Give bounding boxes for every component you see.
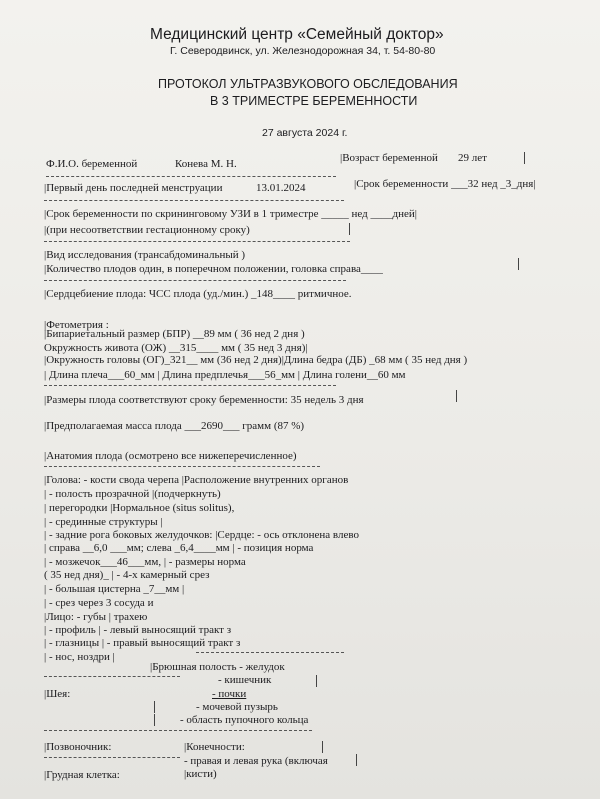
bpd-measurement: |Бипариетальный размер (БПР) __89 мм ( 36 нед 2 дня ) <box>44 328 305 340</box>
anatomy-row: |кисти) <box>184 768 217 780</box>
anatomy-row: | - срединные структуры | <box>44 516 163 528</box>
limb-measurements: | Длина плеча___60_мм | Длина предплечья___56_мм | Длина голени__60 мм <box>44 369 406 381</box>
divider-line <box>46 176 336 177</box>
lmp-label: |Первый день последней менструации <box>44 182 223 194</box>
anatomy-title: |Анатомия плода (осмотрено все нижеперечисленное) <box>44 450 297 462</box>
anatomy-row: - область пупочного кольца <box>180 714 309 726</box>
anatomy-row: | - полость прозрачной |(подчеркнуть) <box>44 488 221 500</box>
anatomy-row: | - глазницы | - правый выносящий тракт з <box>44 637 241 649</box>
clinic-name: Медицинский центр «Семейный доктор» <box>150 26 444 43</box>
patient-age-value: 29 лет <box>458 152 487 164</box>
anatomy-row: - кишечник <box>218 674 272 686</box>
anatomy-row: |Шея: <box>44 688 71 700</box>
patient-age-label: |Возраст беременной <box>340 152 438 164</box>
size-correspondence: |Размеры плода соответствуют сроку беременности: 35 недель 3 дня <box>44 394 364 406</box>
patient-name-value: Конева М. Н. <box>175 158 237 170</box>
anatomy-row: | перегородки |Нормальное (situs solitus), <box>44 502 235 514</box>
patient-name-label: Ф.И.О. беременной <box>46 158 138 170</box>
anatomy-row: |Голова: - кости свода черепа |Расположение внутренних органов <box>44 474 349 486</box>
divider-line <box>44 757 180 758</box>
table-border <box>356 754 357 766</box>
anatomy-row: |Позвоночник: <box>44 741 112 753</box>
clinic-address: Г. Северодвинск, ул. Железнодорожная 34, т. 54-80-80 <box>170 45 436 57</box>
divider-line <box>44 385 336 386</box>
divider-line <box>44 730 312 731</box>
divider-line <box>44 280 346 281</box>
ac-measurement: Окружность живота (ОЖ) __315____ мм ( 35 нед 3 дня)| <box>44 342 308 354</box>
fetal-heartbeat: |Сердцебиение плода: ЧСС плода (уд./мин.) _148____ ритмичное. <box>44 288 352 300</box>
table-border <box>349 223 350 235</box>
lmp-value: 13.01.2024 <box>256 182 306 194</box>
anatomy-row: | - срез через 3 сосуда и <box>44 597 154 609</box>
anatomy-row: |Грудная клетка: <box>44 769 120 781</box>
anatomy-row: - правая и левая рука (включая <box>184 755 328 767</box>
gestational-age: |Срок беременности ___32 нед _3_дня| <box>354 178 536 190</box>
anatomy-row: | справа __6,0 ___мм; слева _6,4____мм | - позиция норма <box>44 542 314 554</box>
table-border <box>316 675 317 687</box>
divider-line <box>44 200 344 201</box>
anatomy-row: |Лицо: - губы | трахею <box>44 611 148 623</box>
anatomy-row: |Конечности: <box>184 741 245 753</box>
screening-note: |(при несоответствии гестационному сроку) <box>44 224 250 236</box>
divider-line <box>196 652 344 653</box>
anatomy-row: | - мозжечок___46___мм, | - размеры норма <box>44 556 246 568</box>
anatomy-row: | - задние рога боковых желудочков: |Сердце: - ось отклонена влево <box>44 529 359 541</box>
anatomy-row: ( 35 нед дня)_ | - 4-х камерный срез <box>44 569 210 581</box>
table-border <box>154 714 155 726</box>
fetus-count: |Количество плодов один, в поперечном положении, головка справа____ <box>44 263 383 275</box>
anatomy-row: | - профиль | - левый выносящий тракт з <box>44 624 232 636</box>
estimated-weight: |Предполагаемая масса плода ___2690___ грамм (87 %) <box>44 420 305 432</box>
exam-type: |Вид исследования (трансабдоминальный ) <box>44 249 246 261</box>
screening-age: |Срок беременности по скрининговому УЗИ в 1 триместре _____ нед ____дней| <box>44 208 417 220</box>
anatomy-row: |Брюшная полость - желудок <box>150 661 285 673</box>
hc-fl-measurement: |Окружность головы (ОГ)_321__ мм (36 нед 2 дня)|Длина бедра (ДБ) _68 мм ( 35 нед дня ) <box>44 354 468 366</box>
protocol-title-line2: В 3 ТРИМЕСТРЕ БЕРЕМЕННОСТИ <box>210 94 418 108</box>
fetometry-title: |Фетометрия : <box>44 319 109 331</box>
divider-line <box>44 241 350 242</box>
protocol-title-line1: ПРОТОКОЛ УЛЬТРАЗВУКОВОГО ОБСЛЕДОВАНИЯ <box>158 77 458 91</box>
table-border <box>518 258 519 270</box>
table-border <box>456 390 457 402</box>
divider-line <box>44 466 320 467</box>
exam-date: 27 августа 2024 г. <box>262 127 348 139</box>
table-border <box>322 741 323 753</box>
table-border <box>154 701 155 713</box>
anatomy-row: | - нос, ноздри | <box>44 651 115 663</box>
table-border <box>524 152 525 164</box>
divider-line <box>44 676 180 677</box>
anatomy-row: | - большая цистерна _7__мм | <box>44 583 185 595</box>
anatomy-row: - почки <box>212 688 247 700</box>
anatomy-row: - мочевой пузырь <box>196 701 278 713</box>
